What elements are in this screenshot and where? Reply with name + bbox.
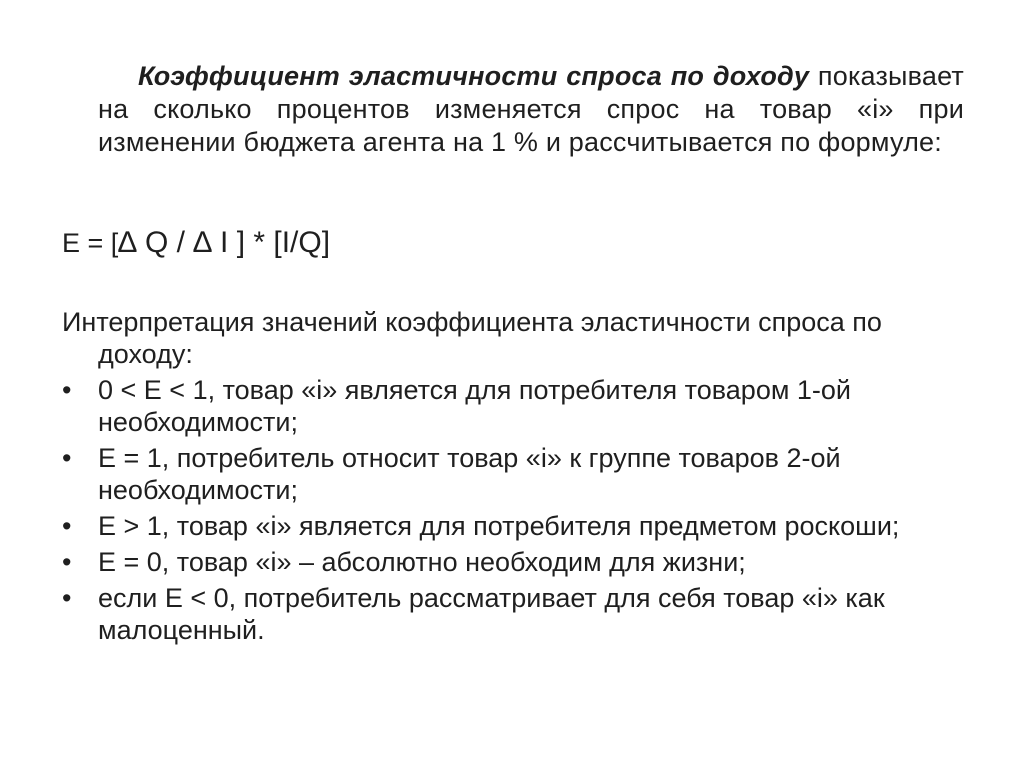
list-item-text: E = 1, потребитель относит товар «i» к группе товаров 2-ой необходимости; xyxy=(98,443,841,505)
bullet-icon: • xyxy=(62,583,72,613)
interpretation-section xyxy=(62,306,962,646)
intro-term: Коэффициент эластичности спроса по доходу xyxy=(138,61,810,91)
list-item-text: 0 < E < 1, товар «i» является для потребителя товаром 1-ой необходимости; xyxy=(98,375,852,437)
formula-q: Q / xyxy=(136,226,194,259)
formula-delta-i-symbol: ∆ xyxy=(193,226,212,259)
bullet-icon: • xyxy=(62,443,72,473)
intro-paragraph xyxy=(98,60,964,159)
list-item-text: E = 0, товар «i» – абсолютно необходим для жизни; xyxy=(98,547,746,577)
list-item xyxy=(62,374,962,438)
formula-i: I ] * [I/Q] xyxy=(211,226,331,259)
list-item xyxy=(62,546,962,578)
bullet-icon: • xyxy=(62,375,72,405)
list-item-text: E > 1, товар «i» является для потребителя предметом роскоши; xyxy=(98,511,900,541)
elasticity-formula xyxy=(62,226,330,260)
intro-text: показывает на сколько процентов изменяется спрос на товар «i» при изменении бюджета агента на 1 % и рассчитывается по формуле: xyxy=(98,61,964,157)
list-item xyxy=(62,442,962,506)
formula-prefix: E = [ xyxy=(62,228,119,258)
list-item xyxy=(62,510,962,542)
formula-delta-q-symbol: ∆ xyxy=(118,226,137,259)
list-item xyxy=(62,582,962,646)
interpretation-title: Интерпретация значений коэффициента эластичности спроса по доходу: xyxy=(62,307,882,369)
list-item-text: если E < 0, потребитель рассматривает для себя товар «i» как малоценный. xyxy=(98,583,885,645)
bullet-icon: • xyxy=(62,547,72,577)
bullet-icon: • xyxy=(62,511,72,541)
interpretation-list xyxy=(62,374,962,646)
